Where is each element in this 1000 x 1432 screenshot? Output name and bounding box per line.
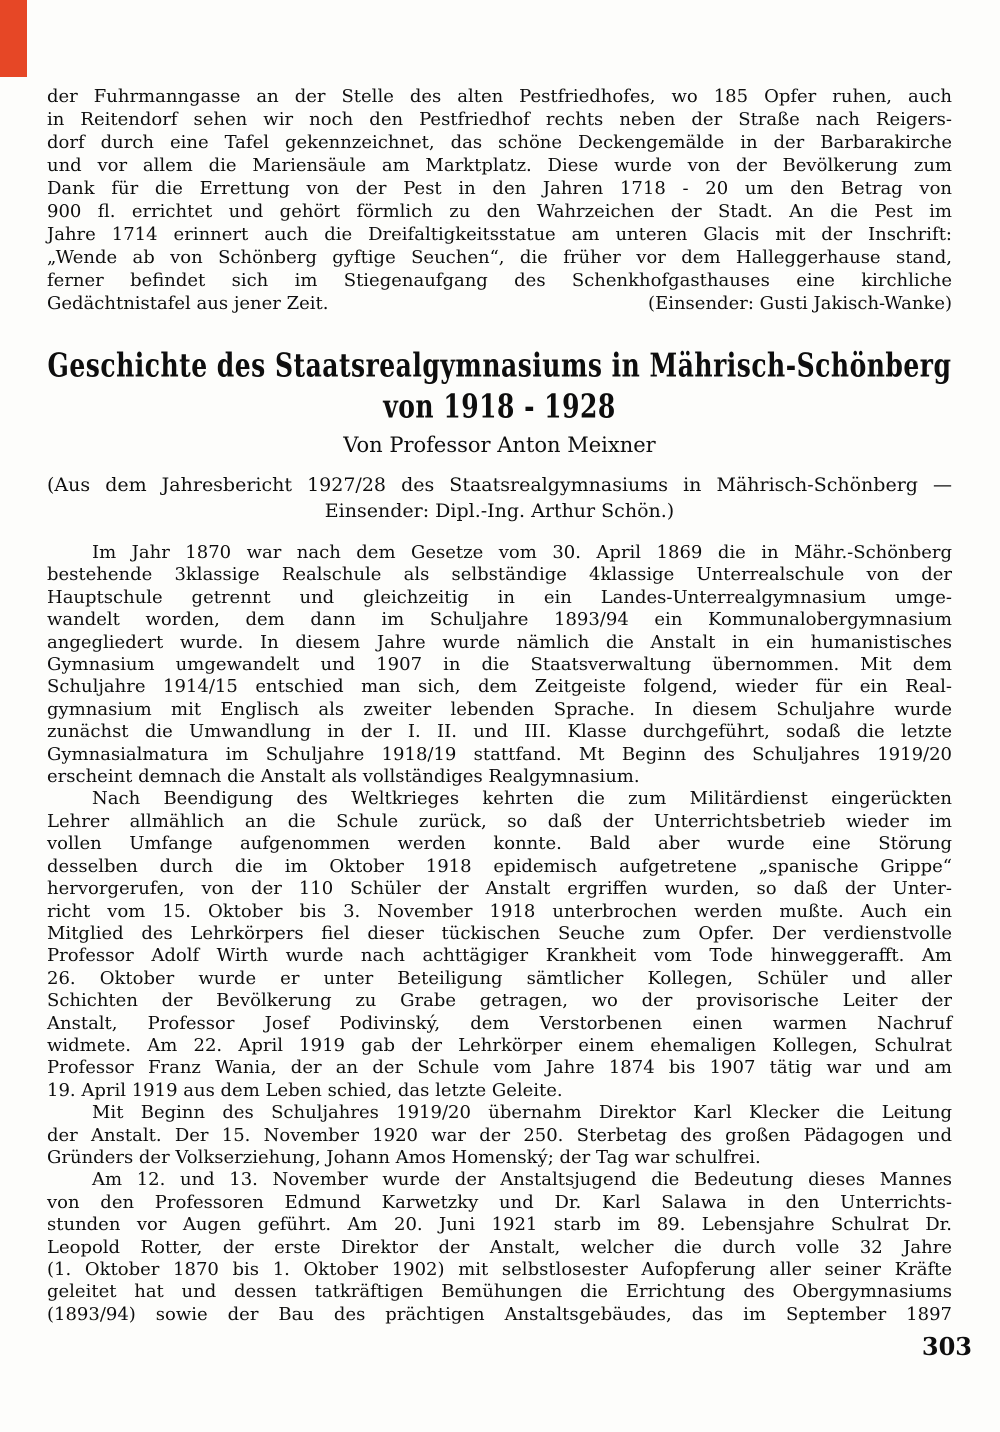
text-line: Hauptschule getrennt und gleichzeitig in ein Landes-Unterrealgymnasium umge- (47, 586, 952, 608)
text-line: der Fuhrmanngasse an der Stelle des alten Pestfriedhofes, wo 185 Opfer ruhen, auch (47, 86, 952, 107)
source-note (47, 472, 952, 524)
text-line: Mitglied des Lehrkörpers fiel dieser tückischen Seuche zum Opfer. Der verdienstvolle (47, 922, 952, 944)
source-note-line-1: (Aus dem Jahresbericht 1927/28 des Staatsrealgymnasiums in Mährisch-Schönberg — (47, 474, 952, 496)
paragraph-4 (47, 1169, 952, 1326)
text-line: dorf durch eine Tafel gekennzeichnet, das schöne Deckengemälde in der Barbarakirche (47, 132, 952, 153)
text-line: Dank für die Errettung von der Pest in den Jahren 1718 - 20 um den Betrag von (47, 178, 952, 199)
text-line: Professor Adolf Wirth wurde nach achttägiger Krankheit vom Tode hinweggerafft. Am (47, 945, 952, 967)
title-line-1: Geschichte des Staatsrealgymnasiums in Mährisch-Schönberg (47, 346, 952, 385)
title-line-2: von 1918 - 1928 (383, 387, 616, 426)
text-line: (1. Oktober 1870 bis 1. Oktober 1902) mit selbstlosester Aufopferung aller seiner Kräfte (47, 1259, 952, 1280)
text-line: gymnasium mit Englisch als zweiter lebenden Sprache. In diesem Schuljahre wurde (47, 698, 952, 720)
text-line: bestehende 3klassige Realschule als selbständige 4klassige Unterrealschule von der (47, 564, 952, 586)
text-line: erscheint demnach die Anstalt als vollständiges Realgymnasium. (47, 766, 640, 788)
text-line: „Wende ab von Schönberg gyftige Seuchen“, die früher vor dem Halleggerhause stand, (47, 247, 952, 268)
text-line: Leopold Rotter, der erste Direktor der Anstalt, welcher die durch volle 32 Jahre (47, 1236, 952, 1258)
article-title (47, 345, 952, 427)
article-header (47, 345, 952, 524)
source-note-line-2: Einsender: Dipl.-Ing. Arthur Schön.) (324, 500, 675, 522)
intro-paragraph (47, 85, 952, 315)
text-line: Anstalt, Professor Josef Podivinský, dem Verstorbenen einen warmen Nachruf (47, 1012, 952, 1034)
text-line: widmete. Am 22. April 1919 gab der Lehrkörper einem ehemaligen Kollegen, Schulrat (47, 1034, 952, 1056)
text-line: Professor Franz Wania, der an der Schule vom Jahre 1874 bis 1907 tätig war und am (47, 1057, 952, 1079)
text-line: 26. Oktober wurde er unter Beteiligung sämtlicher Kollegen, Schüler und aller (47, 967, 952, 989)
paragraph-1 (47, 542, 952, 788)
intro-sender-credit: (Einsender: Gusti Jakisch-Wanke) (648, 293, 952, 314)
text-line: der Anstalt. Der 15. November 1920 war der 250. Sterbetag des großen Pädagogen und (47, 1124, 952, 1146)
intro-closing-line (47, 292, 952, 315)
text-line: richt vom 15. Oktober bis 3. November 1918 unterbrochen werden mußte. Auch ein (47, 900, 952, 922)
text-line: 19. April 1919 aus dem Leben schied, das letzte Geleite. (47, 1079, 563, 1101)
text-line: desselben durch die im Oktober 1918 epidemisch aufgetretene „spanische Grippe“ (47, 855, 952, 877)
text-line: angegliedert wurde. In diesem Jahre wurde nämlich die Anstalt in ein humanistisches (47, 631, 952, 653)
paragraph-3 (47, 1102, 952, 1169)
text-line: Gymnasium umgewandelt und 1907 in die Staatsverwaltung übernommen. Mit dem (47, 654, 952, 676)
page-number: 303 (921, 1332, 972, 1361)
text-line: Schichten der Bevölkerung zu Grabe getragen, wo der provisorische Leiter der (47, 990, 952, 1012)
text-line: von den Professoren Edmund Karwetzky und Dr. Karl Salawa in den Unterrichts- (47, 1191, 952, 1213)
red-corner-marker (0, 0, 27, 77)
text-line: wandelt worden, dem dann im Schuljahre 1893/94 ein Kommunalobergymnasium (47, 609, 952, 631)
intro-closing-text: Gedächtnistafel aus jener Zeit. (47, 293, 329, 314)
text-line: (1893/94) sowie der Bau des prächtigen Anstaltsgebäudes, das im September 1897 (47, 1303, 952, 1325)
text-line: hervorgerufen, von der 110 Schüler der Anstalt ergriffen wurden, so daß der Unter- (47, 878, 952, 900)
text-line: Gründers der Volkserziehung, Johann Amos Homenský; der Tag war schulfrei. (47, 1146, 761, 1168)
byline: Von Professor Anton Meixner (343, 433, 656, 457)
text-line: Mit Beginn des Schuljahres 1919/20 übernahm Direktor Karl Klecker die Leitung (92, 1102, 952, 1124)
text-line: in Reitendorf sehen wir noch den Pestfriedhof rechts neben der Straße nach Reigers- (47, 109, 952, 130)
text-line: und vor allem die Mariensäule am Marktplatz. Diese wurde von der Bevölkerung zum (47, 155, 952, 176)
text-line: Jahre 1714 erinnert auch die Dreifaltigkeitsstatue am unteren Glacis mit der Inschrift: (47, 224, 952, 245)
text-line: geleitet hat und dessen tatkräftigen Bemühungen die Errichtung des Obergymnasiums (47, 1281, 952, 1303)
text-line: stunden vor Augen geführt. Am 20. Juni 1921 starb im 89. Lebensjahre Schulrat Dr. (47, 1214, 952, 1236)
text-line: 900 fl. errichtet und gehört förmlich zu den Wahrzeichen der Stadt. An die Pest im (47, 201, 952, 222)
text-line: zunächst die Umwandlung in der I. II. und III. Klasse durchgeführt, sodaß die letzte (47, 721, 952, 743)
text-line: Schuljahre 1914/15 entschied man sich, dem Zeitgeiste folgend, wieder für ein Real- (47, 676, 952, 698)
text-line: Im Jahr 1870 war nach dem Gesetze vom 30. April 1869 die in Mähr.-Schönberg (92, 542, 952, 563)
text-line: Lehrer allmählich an die Schule zurück, so daß der Unterrichtsbetrieb wieder im (47, 810, 952, 832)
text-line: Gymnasialmatura im Schuljahre 1918/19 stattfand. Mt Beginn des Schuljahres 1919/20 (47, 743, 952, 765)
text-line: Am 12. und 13. November wurde der Anstaltsjugend die Bedeutung dieses Mannes (92, 1169, 952, 1191)
paragraph-2 (47, 788, 952, 1102)
text-line: ferner befindet sich im Stiegenaufgang des Schenkhofgasthauses eine kirchliche (47, 270, 952, 291)
text-line: vollen Umfange aufgenommen werden konnte. Bald aber wurde eine Störung (47, 833, 952, 855)
text-line: Nach Beendigung des Weltkrieges kehrten die zum Militärdienst eingerückten (92, 788, 952, 810)
